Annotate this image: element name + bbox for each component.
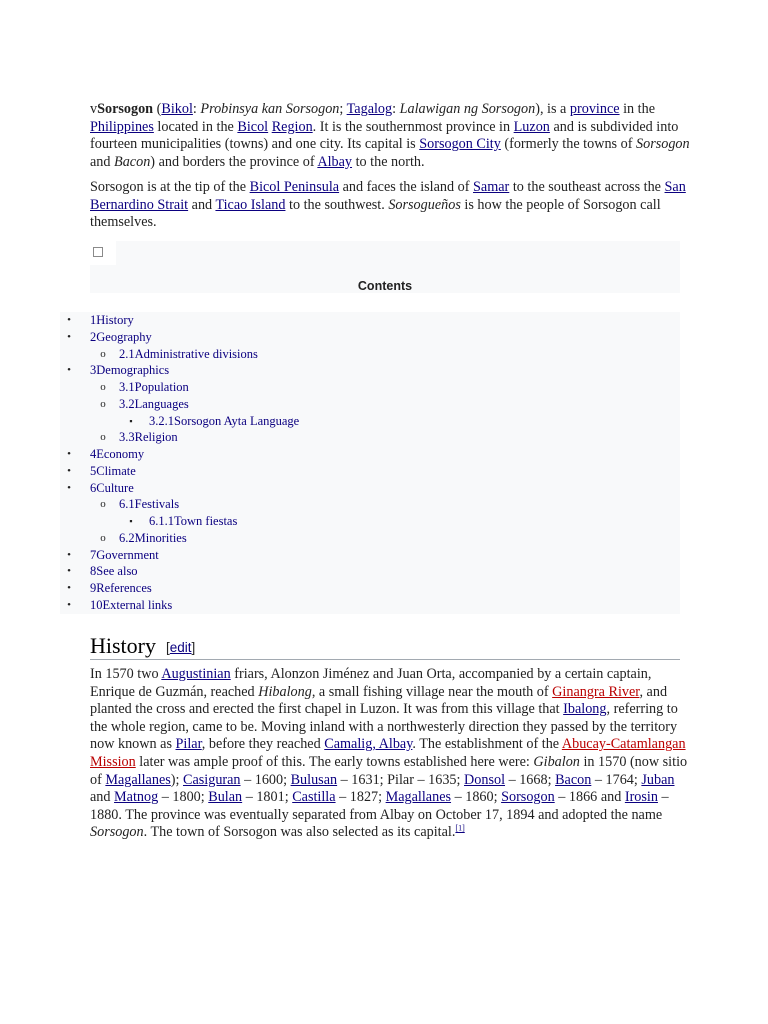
- toc-bullet: •: [67, 548, 71, 561]
- toc-number: 9: [90, 581, 97, 595]
- article-title-bold: Sorsogon: [97, 101, 154, 117]
- toc-bullet: •: [67, 448, 71, 460]
- toc-bullet: •: [67, 598, 71, 611]
- toc-label: Government: [96, 547, 159, 562]
- text: (formerly the towns of: [500, 136, 636, 153]
- toc-item[interactable]: [60, 379, 680, 396]
- link-magallanes[interactable]: Magallanes: [385, 789, 452, 806]
- link-pilar[interactable]: Pilar: [175, 736, 202, 753]
- history-paragraph: [90, 666, 690, 842]
- link-castilla[interactable]: Castilla: [292, 789, 336, 806]
- text: later was ample proof of this. The early towns established here were:: [135, 753, 534, 770]
- text: (: [153, 101, 162, 117]
- toc-title: Contents: [357, 279, 413, 293]
- link-samar[interactable]: Samar: [473, 179, 510, 195]
- checkbox-icon[interactable]: [93, 247, 103, 257]
- edit-section: [166, 640, 195, 655]
- text: in the: [619, 101, 656, 117]
- italic-text: Bacon: [114, 153, 151, 170]
- toc-link[interactable]: [119, 429, 178, 446]
- toc-header: [90, 241, 680, 293]
- toc-number: 3.1: [119, 380, 135, 394]
- toc-number: 8: [90, 564, 97, 579]
- toc-link[interactable]: [119, 496, 179, 513]
- toc-bullet: •: [67, 330, 71, 343]
- link-juban[interactable]: Juban: [641, 771, 675, 788]
- toc-link[interactable]: [90, 463, 136, 480]
- link-bicol[interactable]: Bicol: [237, 118, 269, 135]
- toc-label: Town fiestas: [174, 514, 238, 528]
- link-region[interactable]: Region: [271, 118, 313, 135]
- toc-label: References: [96, 581, 152, 595]
- history-heading-text: History: [90, 633, 156, 658]
- toc-link[interactable]: [119, 530, 187, 547]
- toc-label: See also: [96, 564, 138, 579]
- toc-bullet: •: [67, 481, 71, 494]
- toc-label: Economy: [96, 447, 145, 461]
- text: ), is a: [535, 101, 570, 117]
- text: , referring to the whole region, came to be. Moving inland with a northwesterly direction they passed by the territory now known as: [90, 701, 678, 753]
- toc-item[interactable]: [60, 312, 680, 329]
- text: );: [170, 771, 183, 788]
- toc-number: 3: [90, 363, 97, 378]
- toc-link[interactable]: [90, 580, 152, 597]
- text: ;: [339, 101, 347, 117]
- text: ) and borders the province of: [150, 153, 318, 170]
- text: , before they reached: [201, 736, 325, 753]
- text: . It is the southernmost province in: [312, 118, 514, 135]
- link-bikol[interactable]: Bikol: [161, 101, 193, 117]
- toc-label: Minorities: [134, 530, 187, 545]
- toc-item[interactable]: [60, 463, 680, 480]
- link-casiguran[interactable]: Casiguran: [183, 771, 241, 788]
- toc-label: Climate: [96, 463, 136, 478]
- text: located in the: [153, 118, 238, 135]
- toc-link[interactable]: [90, 362, 169, 379]
- text: – 1800;: [158, 789, 209, 806]
- toc-number: 5: [90, 463, 97, 478]
- text: Sorsogon is at the tip of the: [90, 179, 250, 195]
- toc-item[interactable]: [60, 496, 680, 513]
- toc-number: 2.1: [119, 346, 135, 361]
- redlink-abucay-mission[interactable]: Abucay-Catamlangan Mission: [90, 736, 686, 770]
- toc-label: History: [96, 313, 134, 327]
- toc-bullet: o: [100, 397, 106, 410]
- text: in 1570 (now sitio of: [90, 753, 688, 788]
- toc-label: Festivals: [134, 497, 180, 512]
- text: to the southwest.: [285, 196, 389, 213]
- bracket: [: [166, 640, 170, 655]
- link-camalig-albay[interactable]: Camalig, Albay: [324, 736, 413, 753]
- toc-number: 6.1.1: [149, 514, 174, 528]
- link-irosin[interactable]: Irosin: [624, 789, 658, 806]
- text: – 1827;: [335, 789, 386, 806]
- text: and faces the island of: [339, 179, 474, 195]
- italic-text: Sorsogon: [636, 136, 690, 153]
- toc-link[interactable]: [90, 597, 172, 614]
- toc-label: Population: [134, 380, 189, 394]
- toc-number: 2: [90, 329, 97, 344]
- tagalog-name: Lalawigan ng Sorsogon: [399, 101, 536, 117]
- toc-number: 10: [90, 597, 103, 612]
- toc-number: 1: [90, 313, 97, 327]
- toc-label: Languages: [134, 396, 189, 411]
- toc-number: 3.2: [119, 396, 135, 411]
- italic-text: Sorsogon: [90, 824, 144, 841]
- toc-bullet: •: [67, 565, 71, 578]
- link-luzon[interactable]: Luzon: [513, 118, 550, 135]
- toc-list: [60, 312, 680, 614]
- toc-item[interactable]: [60, 530, 680, 547]
- toc-link[interactable]: [119, 379, 189, 396]
- toc-bullet: •: [67, 364, 71, 377]
- link-donsol[interactable]: Donsol: [464, 771, 506, 788]
- toc-label: Administrative divisions: [134, 346, 258, 361]
- link-tagalog[interactable]: Tagalog: [346, 101, 393, 117]
- intro-lead-char: v: [90, 101, 98, 117]
- text: and: [188, 196, 216, 213]
- link-ticao-island[interactable]: Ticao Island: [215, 196, 286, 213]
- link-albay[interactable]: Albay: [317, 153, 353, 170]
- toc-label: Demographics: [96, 363, 170, 378]
- toc-item[interactable]: [60, 396, 680, 413]
- text: and is subdivided into fourteen municipalities (towns) and one city. Its capital is: [90, 118, 679, 153]
- toc-bullet: o: [100, 431, 106, 444]
- toc-link[interactable]: [90, 329, 152, 346]
- link-matnog[interactable]: Matnog: [114, 789, 159, 806]
- toc-link[interactable]: [149, 513, 237, 530]
- text: – 1764;: [591, 771, 642, 788]
- text: to the southeast across the: [509, 179, 665, 195]
- link-sorsogon-city[interactable]: Sorsogon City: [419, 136, 501, 153]
- text: is how the people of Sorsogon call themselves.: [90, 196, 661, 231]
- toc-link[interactable]: [90, 446, 144, 463]
- toc-item[interactable]: [60, 413, 680, 430]
- text: – 1801;: [242, 789, 293, 806]
- link-bacon[interactable]: Bacon: [555, 771, 592, 788]
- toc-number: 3.2.1: [149, 413, 174, 428]
- toc-item[interactable]: [60, 346, 680, 363]
- toc-number: 7: [90, 547, 97, 562]
- history-heading: [90, 631, 680, 660]
- toc-bullet: o: [100, 498, 106, 511]
- text: , and planted the cross and erected the first chapel in Luzon. It was from this village that: [90, 683, 668, 718]
- link-bulusan[interactable]: Bulusan: [290, 771, 338, 788]
- toc-item[interactable]: [60, 563, 680, 580]
- link-province[interactable]: province: [569, 101, 620, 117]
- toc-number: 6: [90, 480, 97, 495]
- text: , a small fishing village near the mouth of: [311, 683, 553, 700]
- toc-link[interactable]: [90, 563, 138, 580]
- toc-bullet: •: [67, 464, 71, 477]
- toc-bullet: o: [100, 381, 106, 393]
- toc-item[interactable]: [60, 513, 680, 530]
- edit-link[interactable]: edit: [169, 640, 192, 655]
- link-ibalong[interactable]: Ibalong: [563, 701, 607, 718]
- link-philippines[interactable]: Philippines: [90, 118, 154, 135]
- bikol-name: Probinsya kan Sorsogon: [200, 101, 340, 117]
- link-sorsogon[interactable]: Sorsogon: [501, 789, 555, 806]
- italic-text: Hibalong: [258, 683, 312, 700]
- intro-paragraph: [90, 101, 690, 171]
- link-magallanes[interactable]: Magallanes: [105, 771, 171, 788]
- toc-link[interactable]: [90, 480, 134, 497]
- link-bicol-peninsula[interactable]: Bicol Peninsula: [249, 179, 340, 195]
- toc-item[interactable]: [60, 446, 680, 463]
- bracket: ]: [191, 640, 196, 655]
- text: friars, Alonzon Jiménez and Juan Orta, accompanied by a certain captain, Enrique de Guzmán, reached: [90, 666, 652, 700]
- citation-link[interactable]: [1]: [455, 823, 465, 833]
- toc-bullet: o: [100, 531, 106, 544]
- toc-item[interactable]: [60, 580, 680, 597]
- text: – 1866 and: [554, 789, 625, 806]
- toc-bullet: •: [67, 314, 71, 326]
- redlink-ginangra-river[interactable]: Ginangra River: [552, 683, 640, 700]
- toc-bullet: ▪: [129, 516, 133, 526]
- text: – 1880. The province was eventually separated from Albay on October 17, 1894 and adopted the name: [90, 789, 669, 823]
- toc-toggle-container[interactable]: [90, 241, 116, 265]
- geography-paragraph: [90, 179, 690, 232]
- text: – 1631; Pilar – 1635;: [337, 771, 465, 788]
- toc-item[interactable]: [60, 429, 680, 446]
- link-san-bernardino-strait[interactable]: San Bernardino Strait: [90, 179, 686, 213]
- text: In 1570 two: [90, 666, 162, 682]
- toc-link[interactable]: [149, 413, 299, 430]
- text: to the north.: [352, 153, 425, 170]
- toc-number: 3.3: [119, 430, 135, 445]
- link-bulan[interactable]: Bulan: [208, 789, 243, 806]
- toc-number: 6.1: [119, 497, 135, 512]
- text: . The establishment of the: [412, 736, 562, 753]
- italic-text: Sorsogueños: [388, 196, 461, 213]
- toc-link[interactable]: [119, 396, 189, 413]
- text: – 1600;: [240, 771, 291, 788]
- italic-text: Gibalon: [533, 753, 580, 770]
- link-augustinian[interactable]: Augustinian: [161, 666, 231, 682]
- toc-label: External links: [102, 597, 173, 612]
- text: – 1668;: [505, 771, 556, 788]
- text: – 1860;: [451, 789, 502, 806]
- text: and: [90, 153, 115, 170]
- toc-label: Culture: [96, 480, 134, 495]
- toc-number: 6.2: [119, 530, 135, 545]
- toc-bullet: •: [67, 582, 71, 594]
- toc-label: Sorsogon Ayta Language: [174, 413, 300, 428]
- toc-link[interactable]: [90, 547, 159, 564]
- toc-number: 4: [90, 447, 97, 461]
- toc-item[interactable]: [60, 329, 680, 346]
- toc-label: Geography: [96, 329, 152, 344]
- toc-bullet: ▪: [129, 415, 133, 426]
- text: and: [90, 789, 115, 806]
- toc-link[interactable]: [119, 346, 258, 363]
- toc-link[interactable]: [90, 312, 134, 329]
- text: . The town of Sorsogon was also selected as its capital.: [143, 824, 456, 841]
- text: :: [192, 101, 201, 117]
- toc-label: Religion: [134, 430, 178, 445]
- toc-item[interactable]: [60, 480, 680, 497]
- toc-item[interactable]: [60, 362, 680, 379]
- toc-bullet: o: [100, 347, 106, 360]
- text: :: [392, 101, 400, 117]
- toc-item[interactable]: [60, 547, 680, 564]
- toc-item[interactable]: [60, 597, 680, 614]
